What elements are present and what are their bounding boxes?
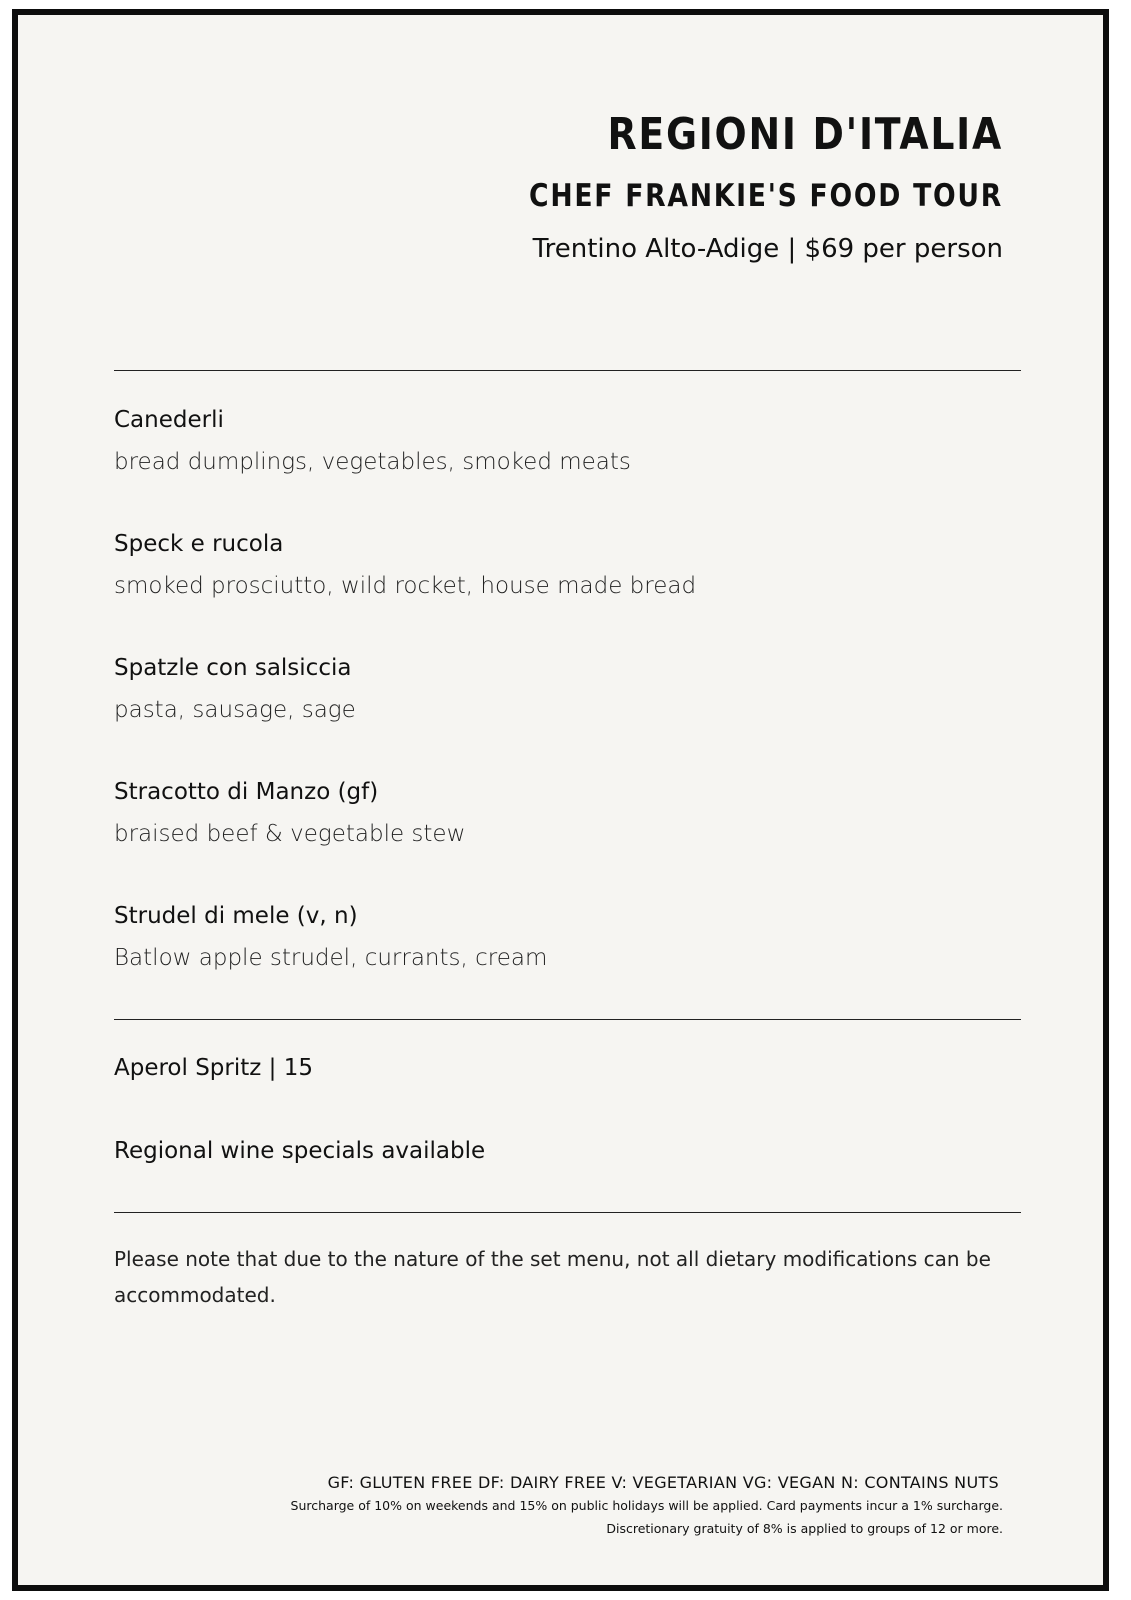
dish-item — [114, 527, 1014, 651]
aperol-spritz-item: Aperol Spritz | 15 — [114, 1055, 313, 1081]
divider-middle — [114, 1019, 1021, 1020]
surcharge-note: Surcharge of 10% on weekends and 15% on public holidays will be applied. Card payments incur a 1% surcharge. — [290, 1498, 1003, 1513]
dish-name: Canederli — [114, 407, 224, 433]
divider-top — [114, 370, 1021, 371]
dietary-note: Please note that due to the nature of the set menu, not all dietary modifications can be accommodated. — [114, 1247, 991, 1307]
dish-item — [114, 775, 1014, 899]
region-price: Trentino Alto-Adige | $69 per person — [532, 234, 1003, 264]
dish-name: Strudel di mele (v, n) — [114, 903, 358, 929]
dish-name: Spatzle con salsiccia — [114, 655, 352, 681]
menu-title: REGIONI D'ITALIA — [607, 109, 1003, 160]
menu-page — [12, 9, 1109, 1591]
dish-description: braised beef & vegetable stew — [114, 821, 466, 847]
dish-description: Batlow apple strudel, currants, cream — [114, 945, 548, 971]
wine-specials-item: Regional wine specials available — [114, 1138, 486, 1164]
gratuity-note: Discretionary gratuity of 8% is applied to groups of 12 or more. — [606, 1521, 1003, 1536]
dietary-legend: GF: GLUTEN FREE DF: DAIRY FREE V: VEGETARIAN VG: VEGAN N: CONTAINS NUTS — [327, 1473, 999, 1492]
dish-item — [114, 899, 1014, 1023]
menu-footer — [103, 1472, 1003, 1540]
dish-name: Stracotto di Manzo (gf) — [114, 779, 379, 805]
dish-list — [114, 403, 1014, 1023]
drinks-section — [114, 1051, 1014, 1168]
dish-description: pasta, sausage, sage — [114, 697, 356, 723]
dish-item — [114, 403, 1014, 527]
dish-name: Speck e rucola — [114, 531, 284, 557]
menu-header — [203, 109, 1003, 264]
menu-subtitle: CHEF FRANKIE'S FOOD TOUR — [529, 178, 1003, 214]
divider-bottom — [114, 1212, 1021, 1213]
dish-item — [114, 651, 1014, 775]
dish-description: bread dumplings, vegetables, smoked meats — [114, 449, 631, 475]
dish-description: smoked prosciutto, wild rocket, house made bread — [114, 573, 697, 599]
